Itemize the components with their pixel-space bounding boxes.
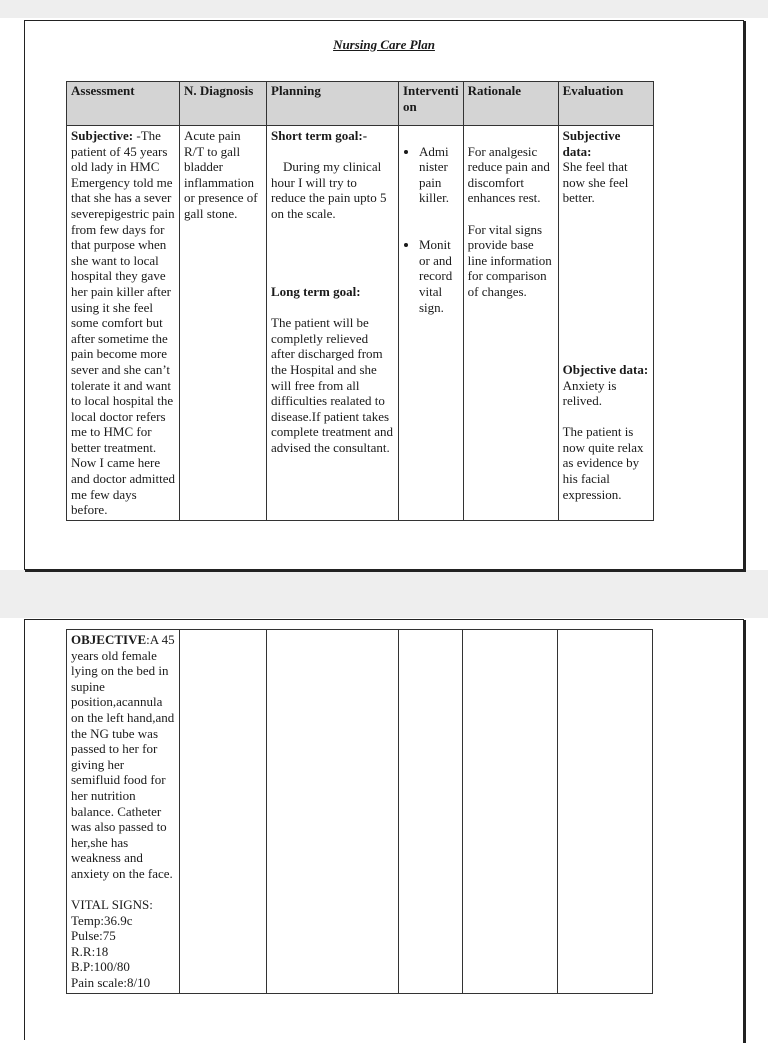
long-term-goal-text: The patient will be completly relieved after discharged from the Hospital and she will free from all difficulties realated to disease.If patient takes complete treatment and advised the consultant. [271, 315, 394, 455]
empty-cell [399, 630, 463, 994]
objective-data-text-2: The patient is now quite relax as evidence by his facial expression. [562, 424, 644, 502]
vital-bp: B.P:100/80 [71, 959, 130, 975]
diagnosis-cell: Acute pain R/T to gall bladder inflammation or presence of gall stone. [180, 126, 267, 521]
subjective-data-text: She feel that now she feel better. [562, 159, 629, 206]
header-diagnosis: N. Diagnosis [180, 82, 267, 126]
vital-rr: R.R:18 [71, 943, 109, 959]
subjective-text: -The patient of 45 years old lady in HMC Emergency told me that she has a sever severepigestric pain from few days for that purpose when she want to local hospital they gave her pain killer after using it she feel some comfort but after sometime the pain become more sever and she can’t tolerate it and want to local hospital the local doctor refers me to HMC for better treatment. Now I came here and doctor admitted me few days before. [71, 128, 175, 518]
long-term-goal-label: Long term goal: [271, 283, 361, 299]
empty-cell [267, 630, 399, 994]
objective-data-text: Anxiety is relived. [562, 377, 617, 409]
objective-text: :A 45 years old female lying on the bed in supine position,acannula on the left hand,and the NG tube was passed to her for giving her semifluid food for her nutrition balance. Catheter was also passed to her,she has weakness and anxiety on the face. [71, 632, 175, 881]
header-rationale: Rationale [463, 82, 558, 126]
rationale-analgesic: For analgesic reduce pain and discomfort enhances rest. [467, 143, 550, 206]
evaluation-cell [558, 126, 653, 521]
header-assessment: Assessment [67, 82, 180, 126]
page-gap-top [0, 0, 768, 18]
rationale-cell [463, 126, 558, 521]
header-interventions: Interventi on [399, 82, 464, 126]
care-plan-table [66, 81, 654, 521]
header-row [67, 82, 654, 126]
objective-data-label: Objective data: [562, 361, 649, 377]
header-planning: Planning [267, 82, 399, 126]
empty-cell [180, 630, 267, 994]
header-evaluation: Evaluation [558, 82, 653, 126]
page-gap-middle [0, 570, 768, 618]
subjective-label: Subjective: [71, 128, 134, 143]
document-page-1 [24, 20, 744, 570]
objective-label: OBJECTIVE [71, 632, 147, 647]
subjective-data-label: Subjective data: [562, 128, 621, 159]
document-page-2 [24, 619, 744, 1040]
interventions-list [403, 144, 459, 206]
list-item: • Admi nister pain killer. [419, 144, 459, 206]
vital-pulse: Pulse:75 [71, 928, 116, 944]
list-item: • Monit or and record vital sign. [419, 237, 459, 315]
objective-assessment-cell [67, 630, 180, 994]
planning-cell [267, 126, 399, 521]
document-title: Nursing Care Plan [333, 37, 435, 52]
empty-cell [558, 630, 653, 994]
empty-cell [463, 630, 558, 994]
vital-temp: Temp:36.9c [71, 912, 133, 928]
care-plan-table-continued [66, 629, 653, 994]
table-row [67, 630, 653, 994]
interventions-cell [399, 126, 464, 521]
rationale-vital-signs: For vital signs provide base line information for comparison of changes. [467, 221, 552, 299]
vital-pain-scale: Pain scale:8/10 [71, 975, 151, 991]
table-row [67, 126, 654, 521]
short-term-goal-label: Short term goal:- [271, 128, 368, 143]
short-term-goal-text: During my clinical hour I will try to reduce the pain upto 5 on the scale. [271, 159, 387, 221]
assessment-cell [67, 126, 180, 521]
vital-signs-title: VITAL SIGNS: [71, 897, 153, 913]
